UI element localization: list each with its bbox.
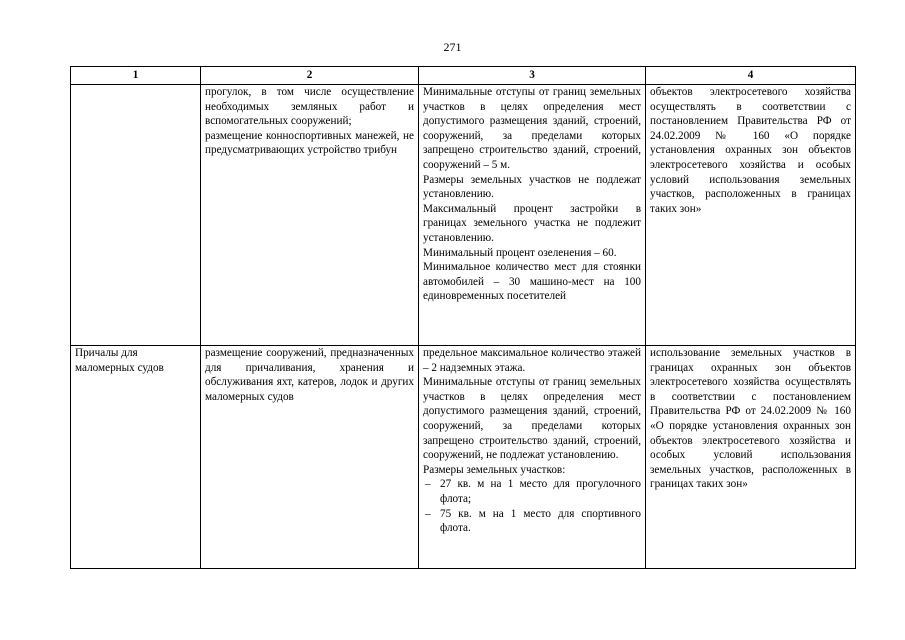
cell-permitted-use (201, 85, 419, 346)
plot-size-list (423, 477, 641, 535)
parameter-paragraph: Минимальные отступы от границ земельных участков в целях определения мест допустимого размещения зданий, строений, сооружений, за пределами которых запрещено строительство зданий, строений, сооружений, не подлежат установлению. (423, 376, 641, 462)
page-number: 271 (443, 40, 462, 54)
use-type-text: Причалы для маломерных судов (75, 347, 164, 374)
cell-restrictions (646, 85, 856, 346)
parameter-paragraph: Минимальный процент озеленения – 60. (423, 246, 617, 259)
column-header: 4 (646, 67, 856, 85)
parameter-paragraph: Минимальное количество мест для стоянки автомобилей – 30 машино-мест на 100 единовременных посетителей (423, 261, 641, 303)
permitted-use-paragraph: размещение сооружений, предназначенных для причаливания, хранения и обслуживания яхт, катеров, лодок и других маломерных судов (205, 347, 414, 403)
parameter-paragraph: Размеры земельных участков не подлежат установлению. (423, 173, 641, 201)
cell-use-type (71, 85, 201, 346)
cell-permitted-use (201, 346, 419, 569)
column-header: 2 (201, 67, 419, 85)
parameter-paragraph: предельное максимальное количество этажей – 2 надземных этажа. (423, 347, 641, 374)
parameter-paragraph: Максимальный процент застройки в границах земельного участка не подлежит установлению. (423, 202, 641, 244)
restriction-paragraph: объектов электросетевого хозяйства осуществлять в соответствии с постановлением Правительства РФ от 24.02.2009 № 160 «О порядке установления охранных зон объектов электросетевого хозяйства и особых условий использования земельных участков, расположенных в границах таких зон» (650, 86, 851, 215)
regulations-table (70, 66, 856, 569)
table-header-row (71, 67, 856, 85)
table-row (71, 85, 856, 346)
cell-restrictions (646, 346, 856, 569)
cell-parameters (419, 346, 646, 569)
list-item: – 27 кв. м на 1 место для прогулочного флота; (423, 477, 641, 506)
column-header: 3 (419, 67, 646, 85)
cell-use-type (71, 346, 201, 569)
list-item: – 75 кв. м на 1 место для спортивного флота. (423, 507, 641, 536)
column-header: 1 (71, 67, 201, 85)
cell-parameters (419, 85, 646, 346)
table-row (71, 346, 856, 569)
parameter-paragraph: Размеры земельных участков: (423, 463, 566, 476)
parameter-paragraph: Минимальные отступы от границ земельных участков в целях определения мест допустимого размещения зданий, строений, сооружений, за пределами которых запрещено строительство зданий, строений, сооружений – 5 м. (423, 86, 641, 171)
permitted-use-paragraph: прогулок, в том числе осуществление необходимых земляных работ и вспомогательных сооружений; (205, 86, 414, 128)
permitted-use-paragraph: размещение конноспортивных манежей, не предусматривающих устройство трибун (205, 129, 414, 157)
restriction-paragraph: использование земельных участков в границах охранных зон объектов электросетевого хозяйства осуществлять в соответствии с постановлением Правительства РФ от 24.02.2009 № 160 «О порядке установления охранных зон объектов электросетевого хозяйства и особых условий использования земельных участков, расположенных в границах таких зон» (650, 347, 851, 491)
